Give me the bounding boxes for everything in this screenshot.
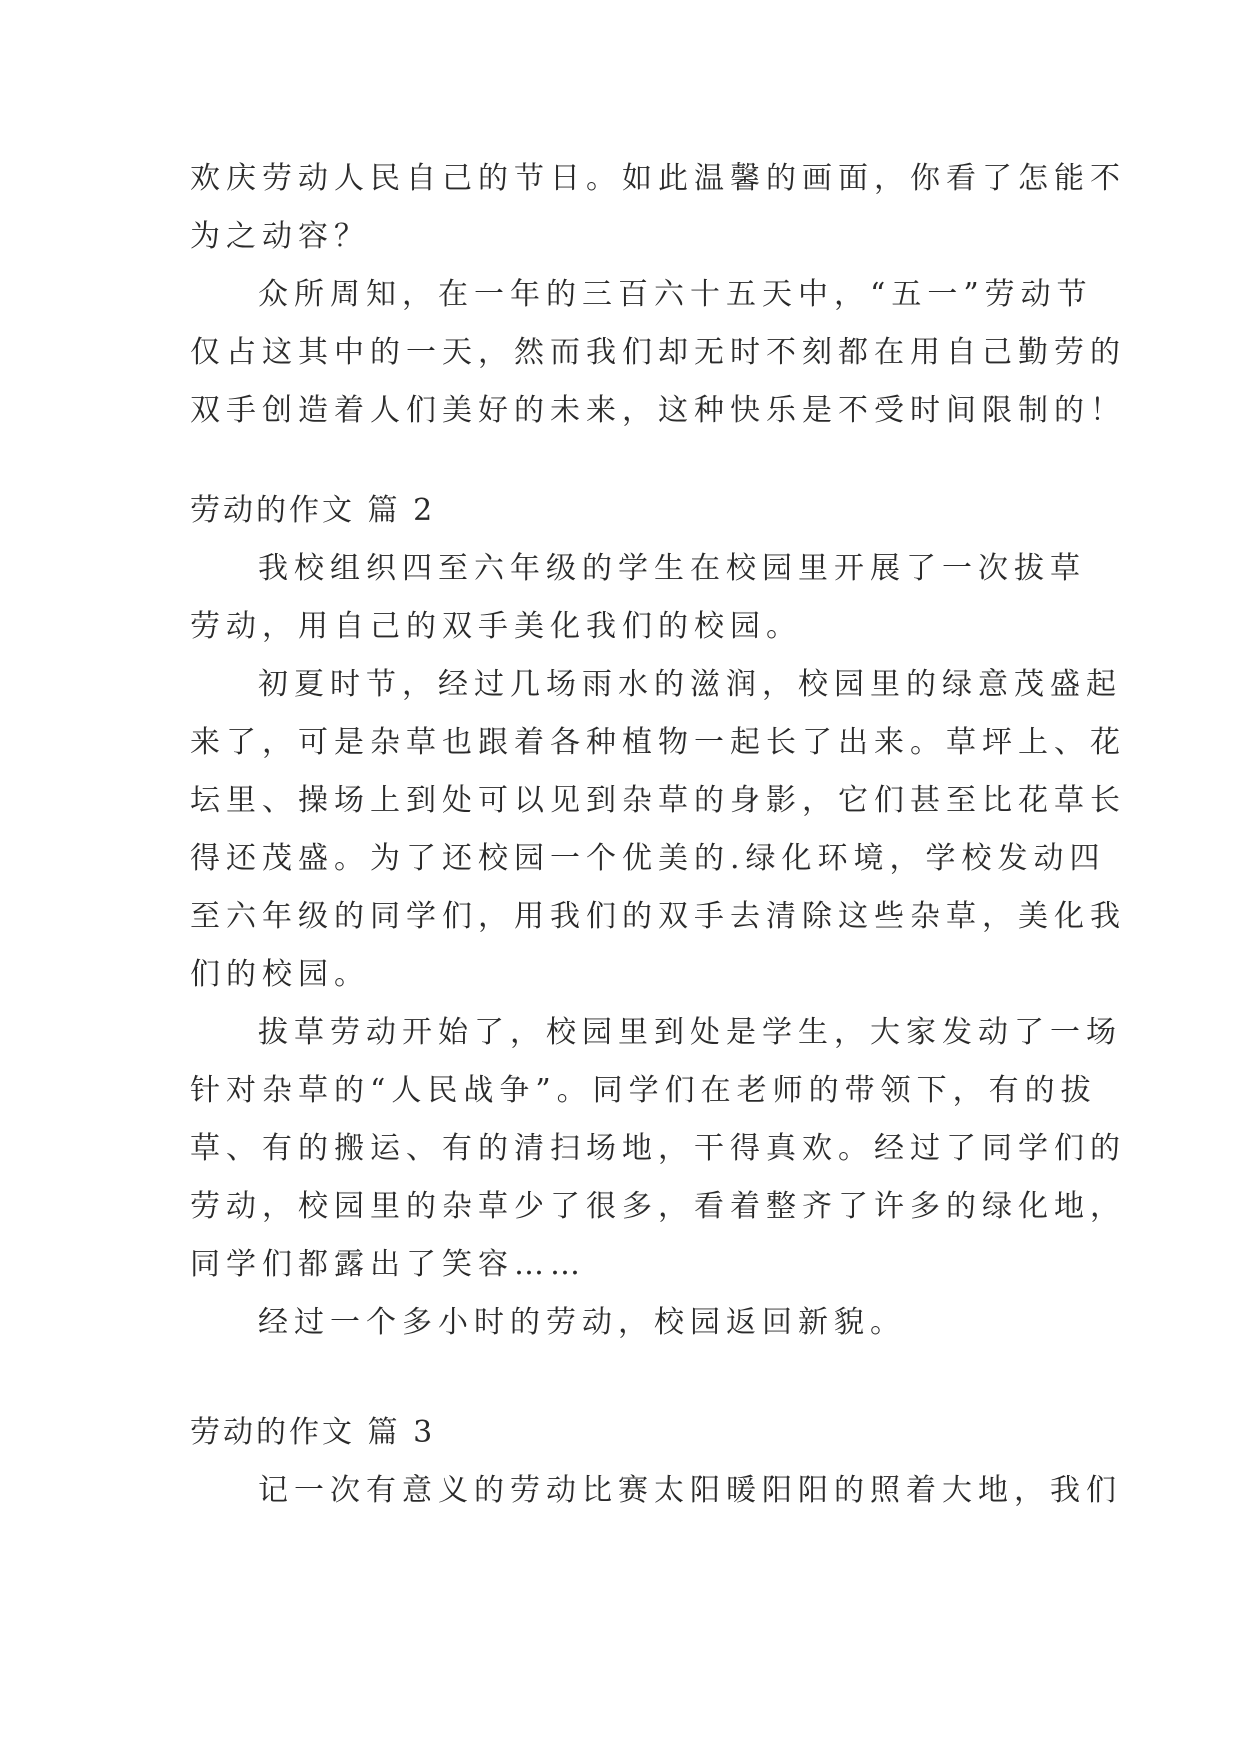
section-3 xyxy=(190,1404,1122,1520)
paragraph-line: 经过一个多小时的劳动，校园返回新貌。 xyxy=(258,1305,906,1340)
section-gap xyxy=(190,1352,1060,1404)
paragraph-line: 至六年级的同学们，用我们的双手去清除这些杂草，美化我 xyxy=(190,899,1126,934)
paragraph-line: 双手创造着人们美好的未来，这种快乐是不受时间限制的！ xyxy=(190,393,1126,428)
paragraph-line: 初夏时节，经过几场雨水的滋润，校园里的绿意茂盛起 xyxy=(258,667,1122,702)
paragraph-line: 拔草劳动开始了，校园里到处是学生，大家发动了一场 xyxy=(258,1015,1122,1050)
paragraph-line: 得还茂盛。为了还校园一个优美的.绿化环境，学校发动四 xyxy=(190,841,1106,876)
paragraph-line: 草、有的搬运、有的清扫场地，干得真欢。经过了同学们的 xyxy=(190,1131,1126,1166)
paragraph-line: 劳动，用自己的双手美化我们的校园。 xyxy=(190,609,802,644)
paragraph-line: 为之动容？ xyxy=(190,219,370,254)
paragraph-line: 来了，可是杂草也跟着各种植物一起长了出来。草坪上、花 xyxy=(190,725,1126,760)
paragraph-line: 针对杂草的“人民战争”。同学们在老师的带领下，有的拔 xyxy=(190,1073,1097,1108)
paragraph-line: 同学们都露出了笑容…… xyxy=(190,1247,586,1282)
paragraph-line: 记一次有意义的劳动比赛太阳暖阳阳的照着大地，我们 xyxy=(258,1473,1122,1508)
paragraph-line: 坛里、操场上到处可以见到杂草的身影，它们甚至比花草长 xyxy=(190,783,1126,818)
document-page xyxy=(190,150,1126,1520)
section-2 xyxy=(190,482,1126,1352)
section-gap xyxy=(190,440,1060,482)
paragraph-line: 我校组织四至六年级的学生在校园里开展了一次拔草 xyxy=(258,551,1086,586)
paragraph-line: 众所周知，在一年的三百六十五天中，“五一”劳动节 xyxy=(258,277,1093,312)
section-heading: 劳动的作文 篇 2 xyxy=(190,493,436,528)
paragraph-line: 劳动，校园里的杂草少了很多，看着整齐了许多的绿化地， xyxy=(190,1189,1126,1224)
paragraph-line: 仅占这其中的一天，然而我们却无时不刻都在用自己勤劳的 xyxy=(190,335,1126,370)
paragraph-line: 们的校园。 xyxy=(190,957,370,992)
section-1 xyxy=(190,150,1126,440)
section-heading: 劳动的作文 篇 3 xyxy=(190,1415,436,1450)
paragraph-line: 欢庆劳动人民自己的节日。如此温馨的画面，你看了怎能不 xyxy=(190,161,1126,196)
